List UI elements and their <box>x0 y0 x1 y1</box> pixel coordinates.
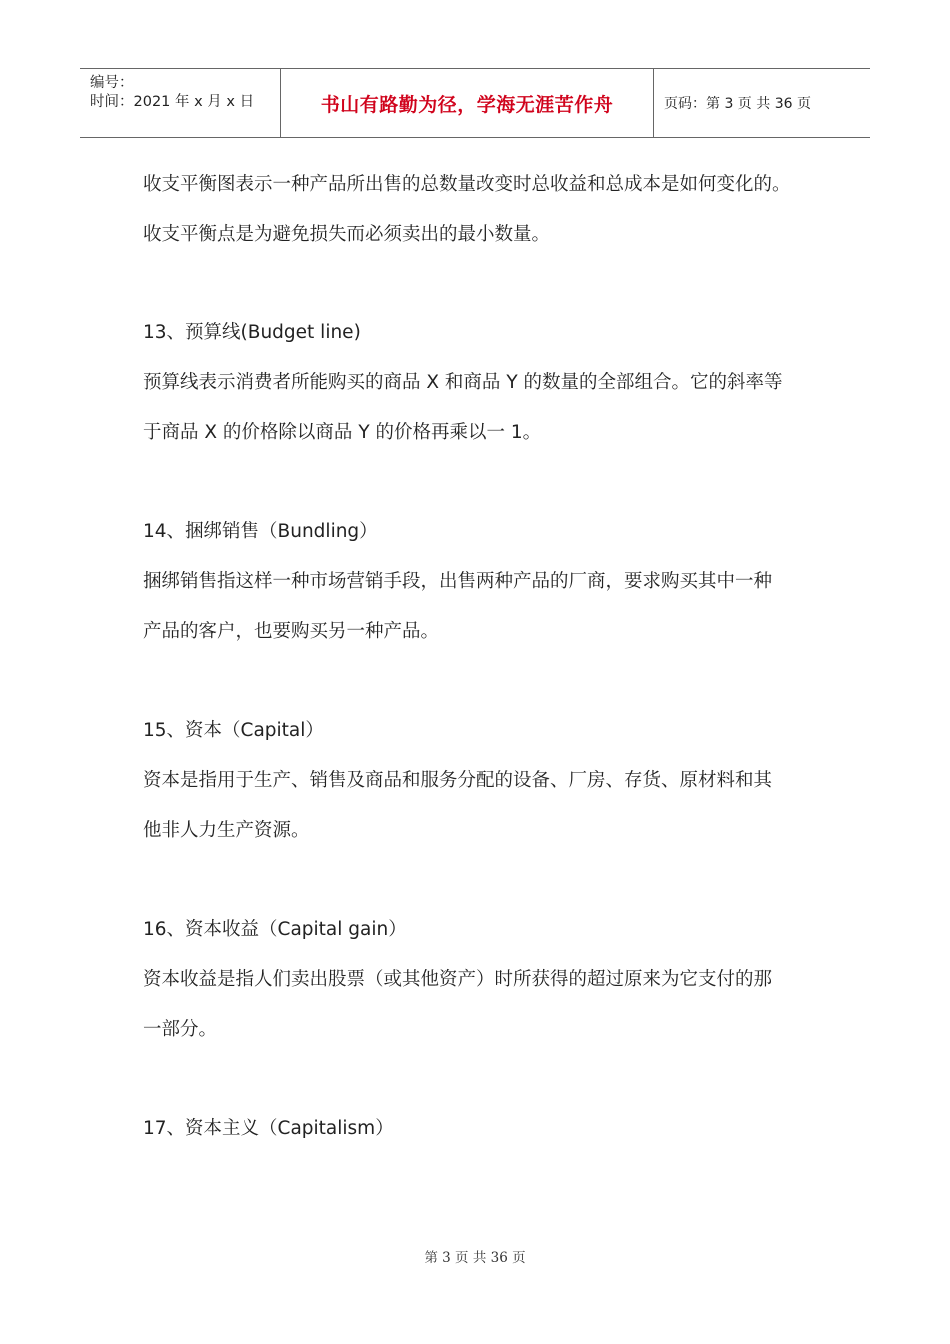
term-heading: 14、捆绑销售（Bundling） <box>143 521 378 542</box>
term-heading: 13、预算线(Budget line) <box>143 322 361 343</box>
paragraph-line: 资本收益是指人们卖出股票（或其他资产）时所获得的超过原来为它支付的那 <box>143 969 773 990</box>
document-number-label: 编号： <box>90 75 134 91</box>
paragraph-line: 他非人力生产资源。 <box>143 820 310 841</box>
header-page-cell <box>654 69 870 137</box>
header-page-info: 页码：第 3 页 共 36 页 <box>664 96 811 112</box>
paragraph-line: 收支平衡点是为避免损失而必须卖出的最小数量。 <box>143 224 551 245</box>
page-header <box>80 68 870 138</box>
header-meta <box>80 69 281 137</box>
paragraph-line: 捆绑销售指这样一种市场营销手段，出售两种产品的厂商，要求购买其中一种 <box>143 571 773 592</box>
paragraph-line: 一部分。 <box>143 1019 218 1040</box>
paragraph-line: 资本是指用于生产、销售及商品和服务分配的设备、厂房、存货、原材料和其 <box>143 770 773 791</box>
page-footer: 第 3 页 共 36 页 <box>424 1250 526 1266</box>
paragraph-line: 收支平衡图表示一种产品所出售的总数量改变时总收益和总成本是如何变化的。 <box>143 174 791 195</box>
document-date: 时间：2021 年 x 月 x 日 <box>90 94 255 110</box>
paragraph-line: 于商品 X 的价格除以商品 Y 的价格再乘以一 1。 <box>143 422 542 443</box>
paragraph-line: 产品的客户，也要购买另一种产品。 <box>143 621 440 642</box>
paragraph-line: 预算线表示消费者所能购买的商品 X 和商品 Y 的数量的全部组合。它的斜率等 <box>143 372 783 393</box>
header-motto-cell <box>281 69 654 137</box>
term-heading: 16、资本收益（Capital gain） <box>143 919 407 940</box>
term-heading: 15、资本（Capital） <box>143 720 324 741</box>
term-heading: 17、资本主义（Capitalism） <box>143 1118 394 1139</box>
motto-text: 书山有路勤为径，学海无涯苦作舟 <box>320 93 614 116</box>
